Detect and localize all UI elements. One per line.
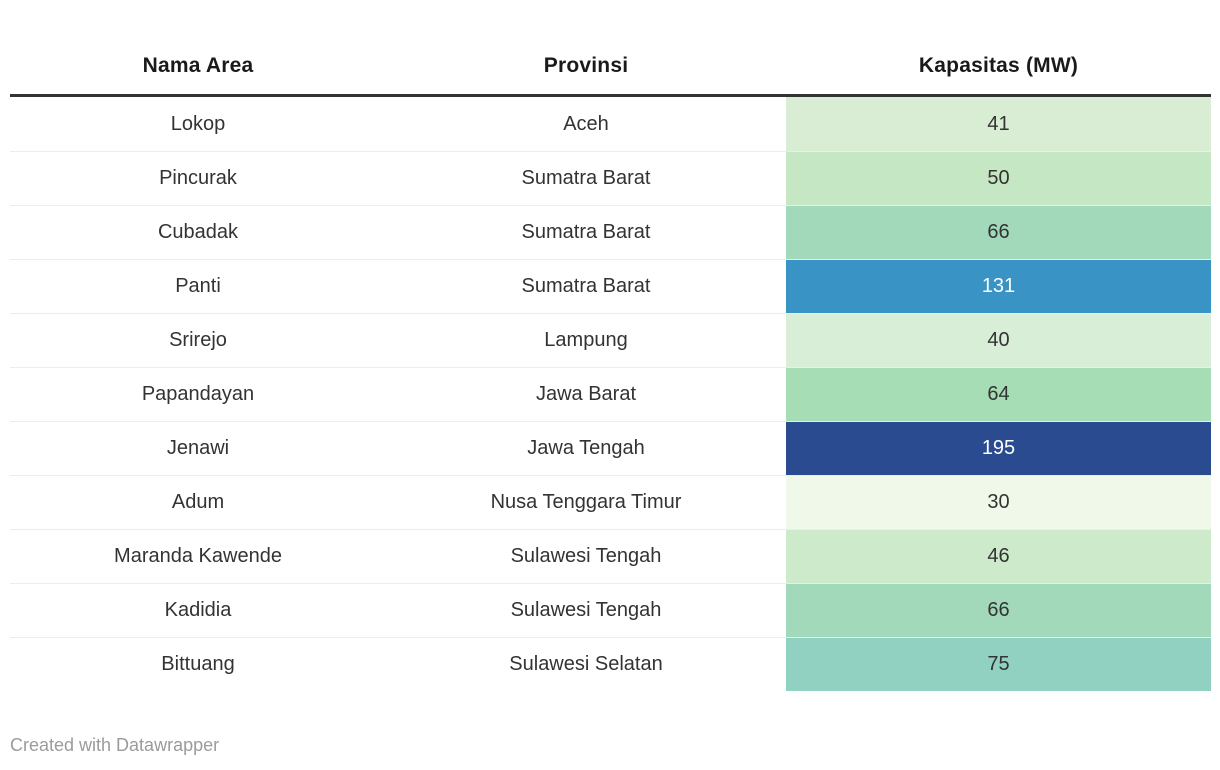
kapasitas-heatmap-cell: 131 <box>786 260 1211 313</box>
kapasitas-heatmap-cell: 75 <box>786 638 1211 691</box>
area-cell: Srirejo <box>169 329 227 351</box>
kapasitas-heatmap-cell: 66 <box>786 584 1211 637</box>
table-row <box>10 205 1211 259</box>
table-body <box>10 97 1211 691</box>
column-header-kapasitas: Kapasitas (MW) <box>918 54 1079 77</box>
provinsi-cell: Jawa Barat <box>535 383 637 405</box>
datawrapper-credit-link[interactable]: Created with Datawrapper <box>10 735 220 755</box>
table-row <box>10 97 1211 151</box>
kapasitas-heatmap-cell: 50 <box>786 152 1211 205</box>
table-row <box>10 583 1211 637</box>
area-cell: Bittuang <box>161 653 235 675</box>
provinsi-cell: Sulawesi Selatan <box>509 653 663 675</box>
provinsi-cell: Sumatra Barat <box>521 167 651 189</box>
kapasitas-heatmap-cell: 64 <box>786 368 1211 421</box>
table-row <box>10 529 1211 583</box>
area-cell: Lokop <box>170 112 226 135</box>
area-cell: Cubadak <box>157 221 239 243</box>
provinsi-cell: Sumatra Barat <box>521 275 651 297</box>
data-table <box>10 0 1211 691</box>
area-cell: Kadidia <box>164 599 232 621</box>
provinsi-cell: Lampung <box>544 329 628 351</box>
kapasitas-heatmap-cell: 30 <box>786 476 1211 529</box>
area-cell: Maranda Kawende <box>114 545 282 567</box>
provinsi-cell: Sulawesi Tengah <box>510 545 662 567</box>
area-cell: Adum <box>171 491 225 513</box>
table-row <box>10 421 1211 475</box>
table-header-row <box>10 0 1211 94</box>
area-cell: Pincurak <box>159 167 237 189</box>
kapasitas-heatmap-cell: 41 <box>786 97 1211 151</box>
kapasitas-heatmap-cell: 40 <box>786 314 1211 367</box>
kapasitas-heatmap-cell: 46 <box>786 530 1211 583</box>
column-header-provinsi: Provinsi <box>543 54 629 77</box>
table-row <box>10 259 1211 313</box>
area-cell: Jenawi <box>166 437 230 459</box>
kapasitas-heatmap-cell: 66 <box>786 206 1211 259</box>
provinsi-cell: Nusa Tenggara Timur <box>490 491 682 513</box>
table-row <box>10 475 1211 529</box>
area-cell: Papandayan <box>141 383 255 405</box>
table-row <box>10 151 1211 205</box>
provinsi-cell: Jawa Tengah <box>527 437 645 459</box>
area-cell: Panti <box>175 275 221 297</box>
column-header-nama-area: Nama Area <box>142 54 254 77</box>
kapasitas-heatmap-cell: 195 <box>786 422 1211 475</box>
provinsi-cell: Sumatra Barat <box>521 221 651 243</box>
table-row <box>10 637 1211 691</box>
provinsi-cell: Sulawesi Tengah <box>510 599 662 621</box>
table-row <box>10 367 1211 421</box>
provinsi-cell: Aceh <box>563 112 609 135</box>
table-row <box>10 313 1211 367</box>
